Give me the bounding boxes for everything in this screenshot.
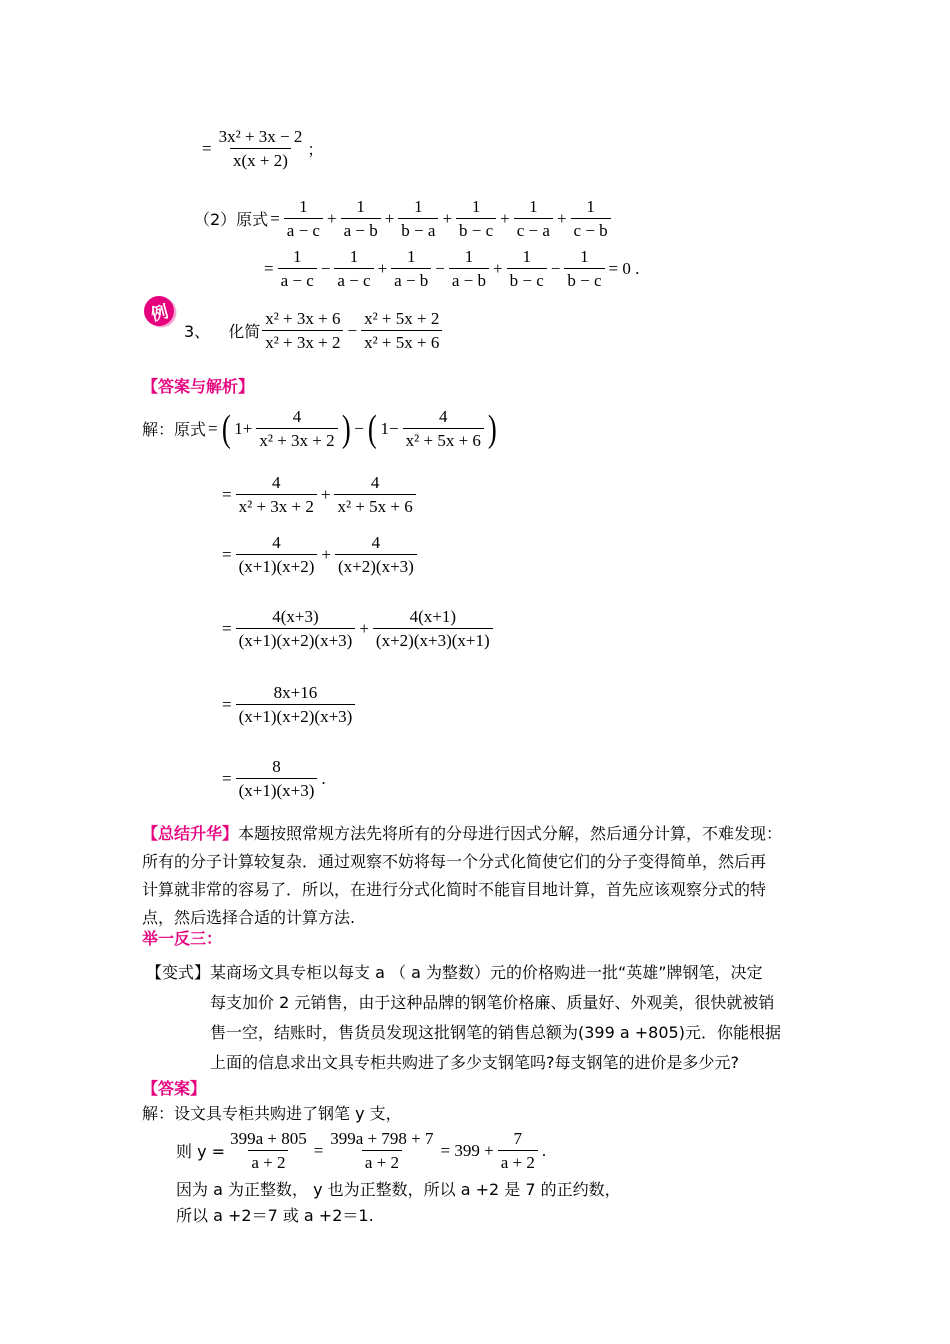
- numerator: 3x² + 3x − 2: [218, 127, 303, 146]
- fraction: $\frac{1}{a - b}$: [449, 246, 489, 292]
- fraction: $\frac{4}{\text{x² + 5x + 6}}$: [334, 472, 415, 518]
- summary-tag: 【总结升华】: [142, 824, 239, 843]
- answer2-line4: 所以 a +2＝7 或 a +2＝1.: [176, 1206, 374, 1225]
- fraction: $\frac{4}{\text{x² + 3x + 2}}$: [236, 472, 317, 518]
- variant-block: 【变式】某商场文具专柜以每支 a （ a 为整数）元的价格购进一批“英雄”牌钢笔，决定 每支加价 2 元销售，由于这种品牌的钢笔价格廉、质量好、外观美，很快就被销 售一空，结账时，售货员发现这批钢笔的销售总额为(399 a +805)元．你能根据 上面的信息求出文具专柜共购进了多少支钢笔吗?每支钢笔的进价是多少元?: [146, 963, 781, 1072]
- fraction: $\frac{1}{b - c}$: [564, 246, 604, 292]
- part2-label: （2）原式: [194, 210, 269, 230]
- fraction: $\frac{8x+16}{(x+1)(x+2)(x+3)}$: [236, 682, 356, 728]
- fraction: $\frac{1}{c - a}$: [514, 196, 553, 242]
- answer2-line1: 解：设文具专柜共购进了钢笔 y 支，: [142, 1104, 402, 1123]
- solution-step-1: 解：原式 = ( 1+ $\frac{4}{\text{x² + 3x + 2}}$ ) − ( 1− $\frac{4}{\text{x² + 5x + 6}}$ ): [142, 407, 497, 451]
- example-prompt: 化简: [228, 322, 261, 342]
- fraction: $\frac{1}{a - b}$: [341, 196, 381, 242]
- fraction: $\frac{1}{b - c}$: [456, 196, 496, 242]
- solution-step-5: = $\frac{8x+16}{(x+1)(x+2)(x+3)}$: [220, 682, 357, 728]
- answer2-equation: 则 y = $\frac{399a + 805}{a + 2}$ = $\frac{399a + 798 + 7}{a + 2}$ = 399 + $\frac{7}{a + 2}$ .: [176, 1129, 547, 1173]
- answer2-header: 【答案】: [142, 1079, 207, 1098]
- fraction: $\frac{\text{x² + 5x + 2}}{\text{x² + 5x + 6}}$: [361, 308, 442, 354]
- fraction: $\frac{1}{b - c}$: [507, 246, 547, 292]
- denominator: x(x + 2): [230, 148, 291, 171]
- result: = 0 .: [608, 258, 640, 278]
- fraction: $\frac{4}{\text{x² + 3x + 2}}$: [256, 406, 337, 452]
- part2-line1: （2）原式 = $\frac{1}{a - c}$ + $\frac{1}{a - b}$ + $\frac{1}{b - a}$ + $\frac{1}{b - c}$ + $\frac{1}{c - a}$ + $\frac{1}{c - b}$: [194, 196, 613, 242]
- fraction: $\frac{4(x+1)}{(x+2)(x+3)(x+1)}$: [373, 606, 493, 652]
- solution-step-3: = $\frac{4}{(x+1)(x+2)}$ + $\frac{4}{(x+2)(x+3)}$: [220, 532, 419, 578]
- fraction: $\frac{1}{a - c}$: [334, 246, 373, 292]
- fraction: [216, 126, 306, 172]
- fraction: $\frac{\text{x² + 3x + 6}}{\text{x² + 3x + 2}}$: [262, 308, 343, 354]
- top-expression: [200, 126, 323, 172]
- fraction: $\frac{4}{(x+2)(x+3)}$: [335, 532, 417, 578]
- fraction: $\frac{399a + 805}{a + 2}$: [230, 1129, 307, 1173]
- fraction: $\frac{399a + 798 + 7}{a + 2}$: [330, 1129, 434, 1173]
- fraction: $\frac{1}{c - b}$: [571, 196, 611, 242]
- solution-step-6: = $\frac{8}{(x+1)(x+3)}$ .: [222, 757, 326, 801]
- fraction: $\frac{1}{b - a}$: [398, 196, 438, 242]
- practice-header: 举一反三：: [142, 929, 223, 948]
- equals-sign: =: [202, 138, 212, 158]
- part2-line2: = $\frac{1}{a - c}$ − $\frac{1}{a - c}$ + $\frac{1}{a - b}$ − $\frac{1}{a - b}$ + $\frac{1}{b - c}$ − $\frac{1}{b - c}$ = 0 .: [264, 247, 640, 291]
- fraction: $\frac{1}{a - c}$: [278, 246, 317, 292]
- solution-step-2: = $\frac{4}{\text{x² + 3x + 2}}$ + $\frac{4}{\text{x² + 5x + 6}}$: [220, 472, 418, 518]
- solution-label: 解：原式: [142, 420, 207, 440]
- fraction: $\frac{4}{\text{x² + 5x + 6}}$: [403, 406, 484, 452]
- solution-step-4: = $\frac{4(x+3)}{(x+1)(x+2)(x+3)}$ + $\frac{4(x+1)}{(x+2)(x+3)(x+1)}$: [220, 606, 495, 652]
- fraction: $\frac{7}{a + 2}$: [498, 1128, 538, 1174]
- example3-problem: 3、 化简 $\frac{\text{x² + 3x + 6}}{\text{x² + 3x + 2}}$ − $\frac{\text{x² + 5x + 2}}{\text{x² + 5x + 6}}$: [184, 308, 444, 354]
- fraction: $\frac{4(x+3)}{(x+1)(x+2)(x+3)}$: [236, 606, 356, 652]
- answer-header: 【答案与解析】: [142, 377, 255, 396]
- semicolon: ；: [307, 140, 324, 160]
- fraction: $\frac{8}{(x+1)(x+3)}$: [236, 756, 318, 802]
- variant-tag: 【变式】: [146, 963, 211, 982]
- fraction: $\frac{1}{a - b}$: [391, 246, 431, 292]
- fraction: $\frac{4}{(x+1)(x+2)}$: [236, 532, 318, 578]
- answer2-line3: 因为 a 为正整数， y 也为正整数，所以 a +2 是 7 的正约数，: [176, 1180, 621, 1199]
- example-number: 3、: [184, 322, 211, 342]
- summary-block: 【总结升华】本题按照常规方法先将所有的分母进行因式分解，然后通分计算，不难发现： 所有的分子计算较复杂．通过观察不妨将每一个分式化简使它们的分子变得简单，然后再 计算就非常的容易了．所以，在进行分式化简时不能盲目地计算，首先应该观察分式的特 点，然后选择合适的计算方法.: [142, 824, 783, 927]
- example-badge-icon: 例: [141, 293, 178, 330]
- fraction: $\frac{1}{a - c}$: [284, 196, 323, 242]
